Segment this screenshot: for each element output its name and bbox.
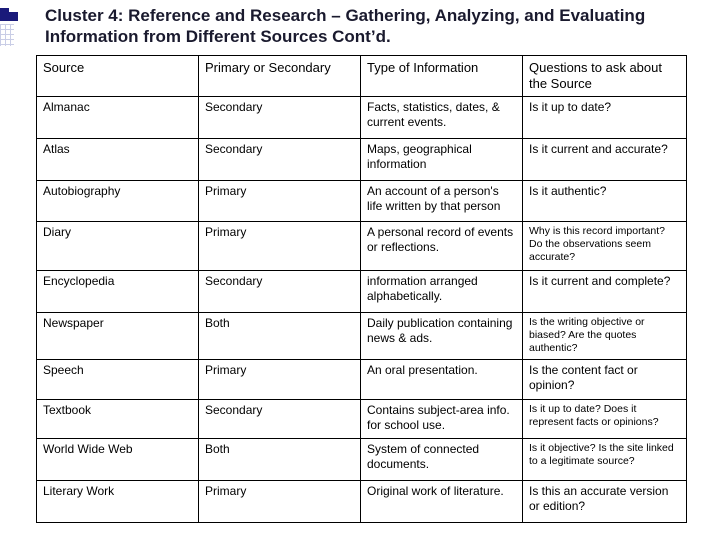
info-cell: A personal record of events or reflections. bbox=[361, 222, 523, 271]
info-cell: Original work of literature. bbox=[361, 481, 523, 523]
source-cell: Newspaper bbox=[37, 313, 199, 360]
source-cell: Almanac bbox=[37, 97, 199, 139]
info-cell: System of connected documents. bbox=[361, 439, 523, 481]
table-row bbox=[37, 313, 687, 360]
question-cell: Is this an accurate version or edition? bbox=[523, 481, 687, 523]
info-cell: Maps, geographical information bbox=[361, 139, 523, 181]
table-row bbox=[37, 271, 687, 313]
source-cell: Encyclopedia bbox=[37, 271, 199, 313]
header-type-of-information: Type of Information bbox=[361, 56, 523, 97]
info-cell: An account of a person's life written by that person bbox=[361, 181, 523, 222]
table-row bbox=[37, 139, 687, 181]
type-cell: Primary bbox=[199, 181, 361, 222]
question-cell: Why is this record important? Do the observations seem accurate? bbox=[523, 222, 687, 271]
question-cell: Is it authentic? bbox=[523, 181, 687, 222]
info-cell: Contains subject-area info. for school use. bbox=[361, 400, 523, 439]
source-cell: Atlas bbox=[37, 139, 199, 181]
decorative-square bbox=[0, 8, 9, 21]
question-cell: Is it objective? Is the site linked to a legitimate source? bbox=[523, 439, 687, 481]
table-row bbox=[37, 97, 687, 139]
type-cell: Secondary bbox=[199, 139, 361, 181]
decorative-grid bbox=[0, 24, 14, 46]
info-cell: Facts, statistics, dates, & current events. bbox=[361, 97, 523, 139]
source-cell: Autobiography bbox=[37, 181, 199, 222]
type-cell: Secondary bbox=[199, 271, 361, 313]
source-cell: World Wide Web bbox=[37, 439, 199, 481]
table-row bbox=[37, 222, 687, 271]
type-cell: Both bbox=[199, 313, 361, 360]
type-cell: Secondary bbox=[199, 400, 361, 439]
info-cell: Daily publication containing news & ads. bbox=[361, 313, 523, 360]
question-cell: Is the writing objective or biased? Are the quotes authentic? bbox=[523, 313, 687, 360]
info-cell: information arranged alphabetically. bbox=[361, 271, 523, 313]
title-bullet-icon bbox=[9, 12, 18, 21]
source-cell: Diary bbox=[37, 222, 199, 271]
question-cell: Is it current and complete? bbox=[523, 271, 687, 313]
question-cell: Is the content fact or opinion? bbox=[523, 360, 687, 400]
table-row bbox=[37, 400, 687, 439]
source-cell: Literary Work bbox=[37, 481, 199, 523]
header-questions: Questions to ask about the Source bbox=[523, 56, 687, 97]
reference-table bbox=[36, 55, 687, 523]
type-cell: Secondary bbox=[199, 97, 361, 139]
question-cell: Is it current and accurate? bbox=[523, 139, 687, 181]
source-cell: Textbook bbox=[37, 400, 199, 439]
slide-title: Cluster 4: Reference and Research – Gathering, Analyzing, and Evaluating Information from Different Sources Cont’d. bbox=[45, 6, 646, 46]
type-cell: Both bbox=[199, 439, 361, 481]
question-cell: Is it up to date? Does it represent facts or opinions? bbox=[523, 400, 687, 439]
table-row bbox=[37, 181, 687, 222]
table-header-row bbox=[37, 56, 687, 97]
info-cell: An oral presentation. bbox=[361, 360, 523, 400]
header-source: Source bbox=[37, 56, 199, 97]
header-primary-secondary: Primary or Secondary bbox=[199, 56, 361, 97]
type-cell: Primary bbox=[199, 222, 361, 271]
type-cell: Primary bbox=[199, 360, 361, 400]
type-cell: Primary bbox=[199, 481, 361, 523]
table-row bbox=[37, 481, 687, 523]
source-cell: Speech bbox=[37, 360, 199, 400]
table-row bbox=[37, 360, 687, 400]
table-row bbox=[37, 439, 687, 481]
question-cell: Is it up to date? bbox=[523, 97, 687, 139]
